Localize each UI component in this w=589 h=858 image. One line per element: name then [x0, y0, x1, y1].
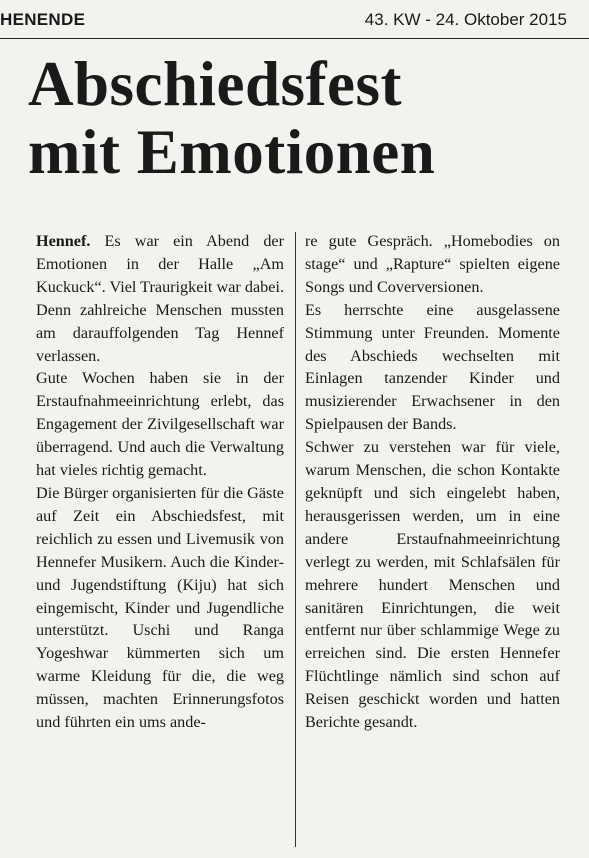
headline-line-1: Abschiedsfest	[28, 49, 403, 119]
article-headline	[28, 50, 568, 186]
article-column-left	[36, 230, 284, 734]
dateline-place: Hennef.	[36, 232, 91, 250]
section-name: HENENDE	[0, 10, 86, 29]
page-header	[0, 0, 589, 39]
paragraph: re gute Gespräch. „Homebodies on stage“ und „Rapture“ spielten eigene Songs und Coverversionen.	[305, 232, 560, 296]
paragraph: Die Bürger organisierten für die Gäste auf Zeit ein Abschiedsfest, mit reichlich zu essen und Livemusik von Hennefer Musikern. Auch die Kinder- und Jugendstiftung (Kiju) hat sich eingemischt, Kinder und Jugendliche unterstützt. Uschi und Ranga Yogeshwar kümmerten sich um warme Kleidung für die, die weg müssen, machten Erinnerungsfotos und führten ein ums ande-	[36, 483, 284, 732]
paragraph: Gute Wochen haben sie in der Erstaufnahmeeinrichtung erlebt, das Engagement der Zivilgesellschaft war überragend. Und auch die Verwaltung hat vieles richtig gemacht.	[36, 369, 284, 480]
column-divider	[295, 232, 296, 847]
paragraph-text: Es war ein Abend der Emotionen in der Halle „Am Kuckuck“. Viel Traurigkeit war dabei. Denn zahlreiche Menschen mussten am darauffolgenden Tag Hennef verlassen.	[36, 232, 284, 365]
paragraph: Schwer zu verstehen war für viele, warum Menschen, die schon Kontakte geknüpft und sich eingelebt haben, herausgerissen werden, um in eine andere Erstaufnahmeeinrichtung verlegt zu werden, mit Schlafsälen für mehrere hundert Menschen und sanitären Einrichtungen, die weit entfernt nur über schlammige Wege zu erreichen sind. Die ersten Hennefer Flüchtlinge nämlich sind schon auf Reisen geschickt worden und hatten Berichte gesandt.	[305, 438, 560, 732]
paragraph: Es herrschte eine ausgelassene Stimmung unter Freunden. Momente des Abschieds wechselten mit Einlagen tanzender Kinder und musizierender Erwachsener in den Spielpausen der Bands.	[305, 300, 560, 434]
issue-dateline: 43. KW - 24. Oktober 2015	[364, 10, 567, 29]
headline-line-2: mit Emotionen	[28, 117, 436, 187]
article-column-right	[305, 230, 560, 734]
paragraph	[36, 230, 284, 367]
